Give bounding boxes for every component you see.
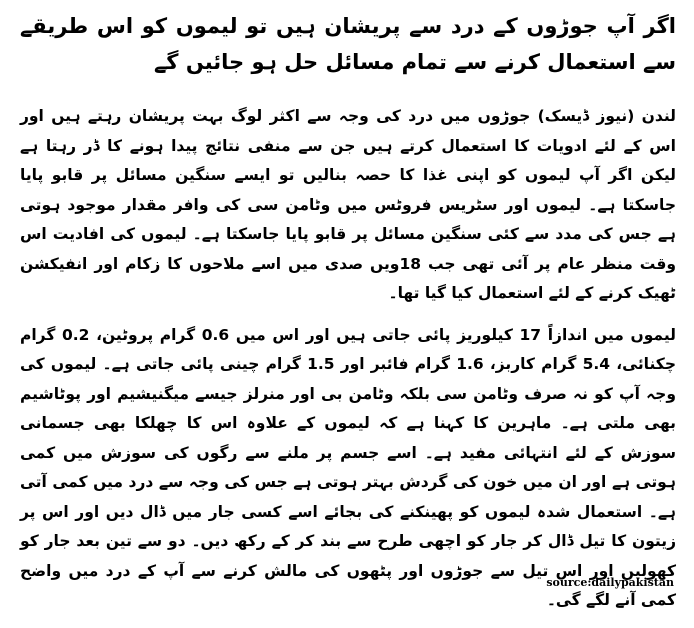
article-paragraph: لندن (نیوز ڈیسک) جوڑوں میں درد کی وجہ سے اکثر لوگ بہت پریشان رہتے ہیں اور اس کے لئے ادویات کا استعمال کرتے ہیں جن سے منفی نتائج پیدا ہونے کا ڈر رہتا ہے لیکن اگر آپ لیموں کو اپنی غذا کا حصہ بنالیں تو ایسے سنگین مسائل پر قابو پایا جاسکتا ہے۔ لیموں اور سٹریس فروٹس میں وٹامن سی کی وافر مقدار موجود ہوتی ہے جس کی مدد سے کئی سنگین مسائل پر قابو پایا جاسکتا ہے۔ لیموں کی افادیت اس وقت منظر عام پر آئی تھی جب 18ویں صدی میں اسے ملاحوں کا زکام اور انفیکشن ٹھیک کرنے کے لئے استعمال کیا گیا تھا۔ bbox=[20, 107, 676, 302]
article-paragraph: لیموں میں اندازاً 17 کیلوریز پائی جاتی ہیں اور اس میں 0.6 گرام پروٹین، 0.2 گرام چکنائی، 5.4 گرام کاربز، 1.6 گرام فائبر اور 1.5 گرام چینی پائی جاتی ہے۔ لیموں کی وجہ آپ کو نہ صرف وٹامن سی بلکہ وٹامن بی اور منرلز جیسے میگنیشیم اور پوٹاشیم بھی ملتی ہے۔ ماہرین کا کہنا ہے کہ لیموں کے علاوہ اس کا چھلکا بھی جسمانی سوزش کے لئے انتہائی مفید ہے۔ اسے جسم پر ملنے سے رگوں کی سوزش میں کمی ہوتی ہے اور ان میں خون کی گردش بہتر ہوتی ہے جس کی وجہ سے درد میں کمی آتی ہے۔ استعمال شدہ لیموں کو پھینکنے کی بجائے اسے کسی جار میں ڈال دیں اور اس پر زیتون کا تیل ڈال کر جار کو اچھی طرح سے بند کر کے رکھ دیں۔ دو سے تین بعد جار کو کھولیں اور اس تیل سے جوڑوں اور پٹھوں کی مالش کرنے سے آپ کے درد میں واضح کمی آنے لگے گی۔ bbox=[20, 325, 676, 609]
article-headline: اگر آپ جوڑوں کے درد سے پریشان ہیں تو لیموں کو اس طریقے سے استعمال کرنے سے تمام مسائل حل ہو جائیں گے bbox=[20, 14, 676, 74]
source-credit: source:dailypakistan bbox=[546, 576, 674, 589]
article bbox=[20, 8, 676, 628]
